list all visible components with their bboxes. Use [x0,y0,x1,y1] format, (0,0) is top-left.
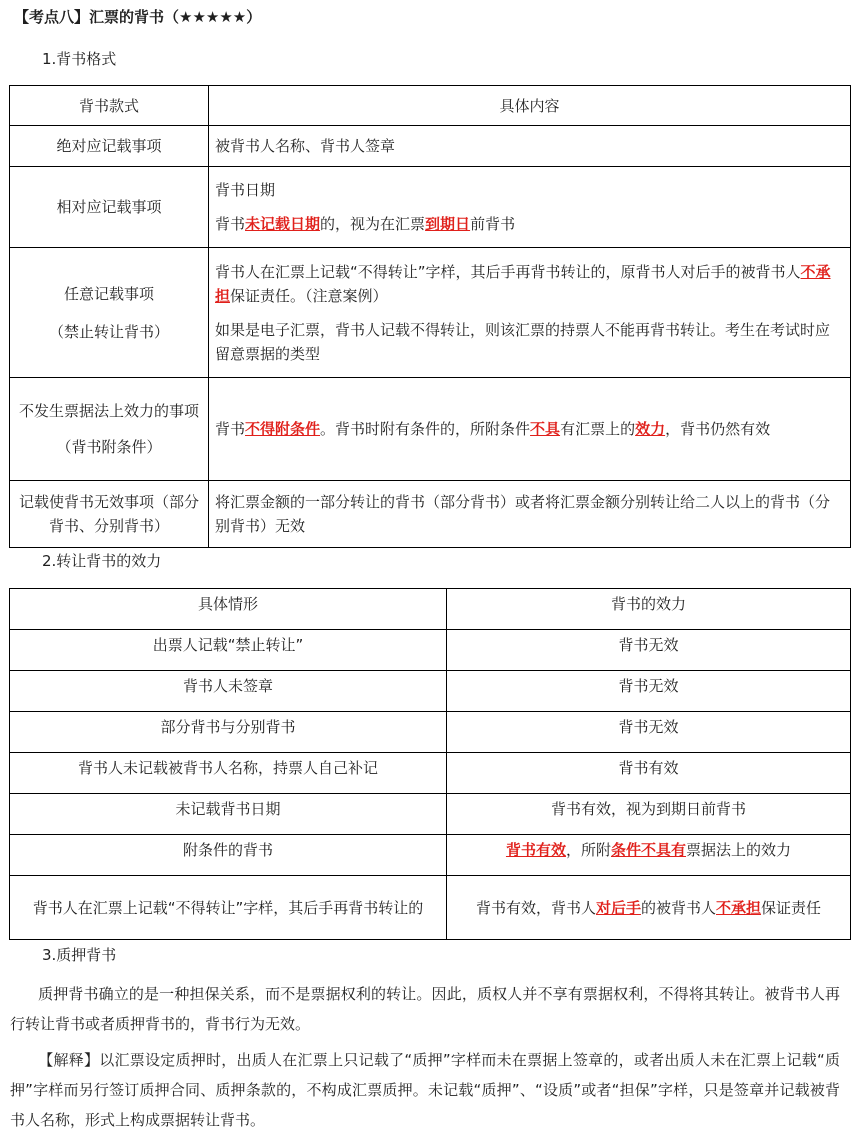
table-row [10,378,851,481]
situation-cell: 背书人未记载被背书人名称，持票人自己补记 [10,753,447,794]
effect-cell [447,876,851,940]
text-run: 。背书时附有条件的，所附条件 [320,420,531,438]
table-row [10,835,851,876]
header-cell: 具体内容 [209,86,851,126]
row-label-cell [10,248,209,378]
row-label-cell [10,481,209,548]
row-content-cell [209,167,851,248]
highlighted-text: 不得附条件 [245,420,321,438]
table-row [10,481,851,548]
effect-cell [447,835,851,876]
table-row [10,712,851,753]
header-cell: 背书的效力 [447,589,851,630]
row-content-cell [209,126,851,167]
content-paragraph [215,260,844,308]
table-row [10,630,851,671]
text-run: 背书有效，视为到期日前背书 [550,800,746,818]
header-cell: 背书款式 [10,86,209,126]
effect-cell [447,671,851,712]
table-header-row [10,589,851,630]
text-run: 保证责任 [761,898,822,917]
text-run: 如果是电子汇票，背书人记载不得转让，则该汇票的持票人不能再背书转让。考生在考试时应留意票据的类型 [215,320,831,363]
table-row [10,671,851,712]
pledge-paragraph-text: 质押背书确立的是一种担保关系，而不是票据权利的转让。因此，质权人并不享有票据权利，不得将其转让。被背书人再行转让背书或者质押背书的，背书行为无效。 [10,985,840,1033]
text-run: 票据法上的效力 [686,841,792,859]
text-run: 被背书人名称、背书人签章 [215,137,396,155]
content-paragraph [215,134,844,158]
pledge-paragraph [10,979,840,1039]
highlighted-text: 不具 [530,420,561,438]
highlighted-text: 条件不具有 [611,841,687,859]
situation-cell: 背书人未签章 [10,671,447,712]
row-label: 不发生票据法上效力的事项 [18,402,199,420]
text-run: 的被背书人 [640,898,716,917]
row-label-note: （禁止转让背书） [48,322,169,341]
content-paragraph [215,212,844,236]
situation-cell: 背书人在汇票上记载“不得转让”字样，其后手再背书转让的 [10,876,447,940]
content-paragraph [215,490,844,538]
subsection-heading-pledge-endorsement: 3.质押背书 [42,946,117,964]
effect-cell [447,630,851,671]
section-title: 【考点八】汇票的背书（★★★★★） [14,8,262,26]
text-run: 背书有效，背书人 [475,898,596,917]
row-label-note: （背书附条件） [56,438,162,456]
text-run: 背书无效 [618,677,679,695]
highlighted-text: 不承担 [215,262,831,305]
text-run: 的，视为在汇票 [320,215,426,233]
row-label-cell [10,378,209,481]
table-row [10,167,851,248]
text-run: 背书日期 [215,181,276,199]
effect-cell [447,712,851,753]
row-label: 相对应记载事项 [56,198,162,216]
content-paragraph [215,178,844,202]
table-row [10,248,851,378]
explanation-paragraph-text: 【解释】以汇票设定质押时，出质人在汇票上只记载了“质押”字样而未在票据上签章的，或者出质人未在汇票上记载“质押”字样而另行签订质押合同、质押条款的，不构成汇票质押。未记载“质押”、“设质”或者“担保”字样，只是签章并记载被背书人名称，形式上构成票据转让背书。 [10,1051,840,1129]
text-run: 有汇票上的 [560,420,636,438]
situation-cell: 未记载背书日期 [10,794,447,835]
row-label: 任意记载事项 [63,284,154,303]
table-row [10,876,851,940]
situation-cell: 出票人记载“禁止转让” [10,630,447,671]
explanation-paragraph [10,1045,840,1135]
highlighted-text: 效力 [635,420,666,438]
text-run: 背书无效 [618,718,679,736]
row-label: 记载使背书无效事项（部分背书、分别背书） [18,493,199,535]
subsection-heading-transfer-effect: 2.转让背书的效力 [42,552,162,570]
row-label-cell [10,167,209,248]
text-run: 背书有效 [618,759,679,777]
table-row [10,126,851,167]
text-run: 背书无效 [618,636,679,654]
content-paragraph [215,318,844,366]
row-label-cell [10,126,209,167]
text-run: ，所附 [565,841,611,859]
text-run: 将汇票金额的一部分转让的背书（部分背书）或者将汇票金额分别转让给二人以上的背书（分别背书）无效 [215,493,831,535]
highlighted-text: 未记载日期 [245,215,321,233]
row-content-cell [209,248,851,378]
highlighted-text: 对后手 [595,898,641,917]
highlighted-text: 不承担 [716,898,762,917]
text-run: 背书 [215,215,246,233]
subsection-heading-endorsement-format: 1.背书格式 [42,50,117,68]
situation-cell: 部分背书与分别背书 [10,712,447,753]
text-run: 前背书 [470,215,516,233]
text-run: ，背书仍然有效 [665,420,771,438]
header-cell: 具体情形 [10,589,447,630]
table-row [10,794,851,835]
endorsement-format-table [9,85,851,548]
content-paragraph [215,417,844,441]
effect-cell [447,753,851,794]
row-content-cell [209,378,851,481]
table-row [10,753,851,794]
highlighted-text: 到期日 [425,215,471,233]
text-run: 背书 [215,420,246,438]
text-run: 保证责任。（注意案例） [230,286,388,305]
table-header-row [10,86,851,126]
situation-cell: 附条件的背书 [10,835,447,876]
row-label: 绝对应记载事项 [56,137,162,155]
transfer-effect-table [9,588,851,940]
effect-cell [447,794,851,835]
highlighted-text: 背书有效 [505,841,566,859]
text-run: 背书人在汇票上记载“不得转让”字样，其后手再背书转让的，原背书人对后手的被背书人 [215,262,801,281]
row-content-cell [209,481,851,548]
